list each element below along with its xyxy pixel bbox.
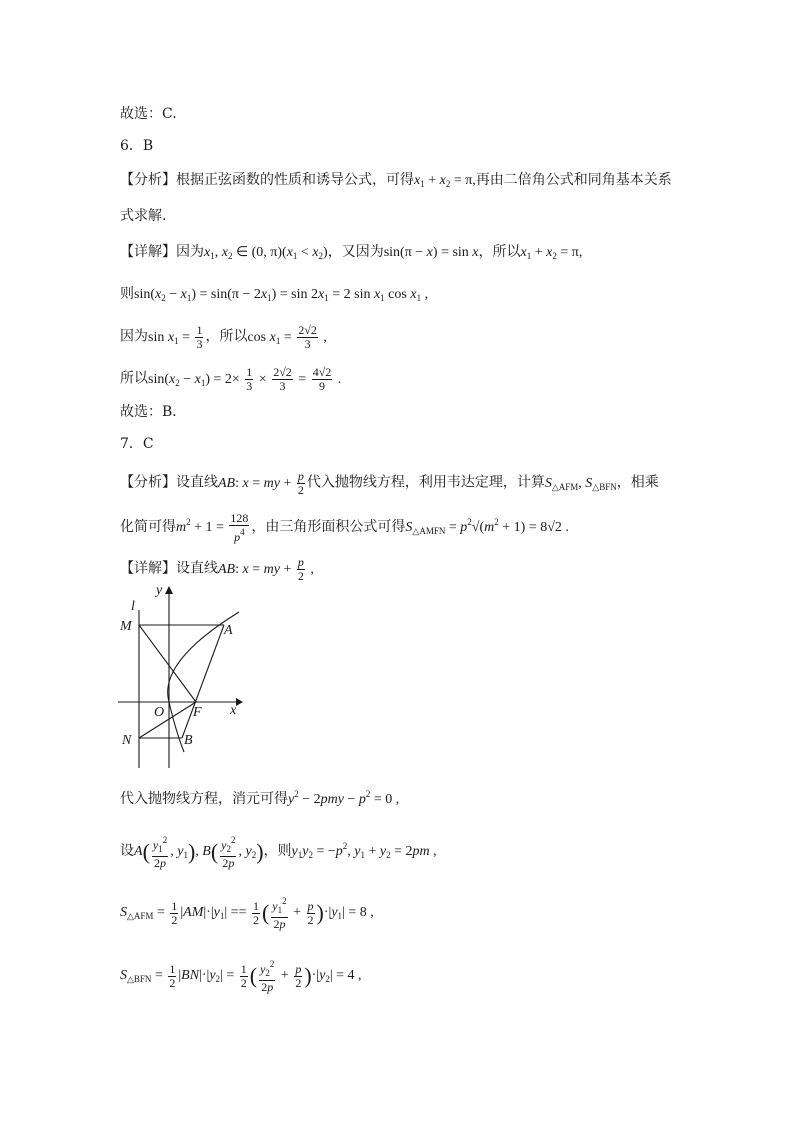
detail-text: ，则 (263, 843, 292, 860)
formula: $\sin(x_2 - x_1) = \sin(\pi - 2x_1) = \sin 2x_1 = 2$ $\sin x_1$ $\cos x_1$ , (134, 287, 429, 303)
label-b: B (184, 733, 193, 748)
formula: $y_1y_2 = -p^2$, $y_1 + y_2 = 2pm$ , (291, 841, 437, 861)
analysis-text: 代入抛物线方程，利用韦达定理，计算 (306, 474, 545, 491)
detail-text: 则 (120, 286, 134, 302)
label-y: y (156, 583, 163, 598)
detail-text: 设 (120, 843, 134, 860)
analysis-tag: 【分析】 (120, 474, 176, 491)
label-l: l (131, 599, 135, 614)
detail-line-6d (120, 366, 341, 393)
answer-line-6 (120, 402, 186, 422)
analysis-text: ，相乘 (616, 474, 659, 491)
analysis-text: 式求解. (120, 208, 167, 224)
question-number: 6．B (120, 138, 154, 154)
label-o: O (154, 705, 165, 720)
detail-line-6b (120, 284, 428, 308)
label-n: N (122, 733, 132, 748)
x-axis-arrow (236, 698, 243, 706)
answer-text: 故选：B． (120, 404, 187, 420)
formula: $S_{\triangle AFM}$, $S_{\triangle BFN}$ (544, 475, 617, 492)
formula: $\sin x_1$ = $\frac{1}{3}$ (148, 323, 203, 351)
detail-text: ，又因为 (327, 244, 384, 260)
detail-text: 设直线 (176, 560, 218, 577)
detail-line-6c (120, 324, 327, 351)
detail-text: 所以 (120, 370, 148, 387)
detail-tag: 【详解】 (120, 244, 176, 260)
detail-line-7e (120, 958, 362, 994)
label-f: F (193, 705, 202, 720)
y-axis-arrow (165, 586, 173, 594)
detail-line-7c (120, 834, 437, 870)
formula: AB: x = my + $\frac{p}{2}$ , (218, 555, 314, 583)
label-x: x (230, 703, 237, 718)
formula: $\sin(x_2 - x_1) = 2\times$ $\frac{1}{3}$ × $\frac{2√2}{3}$ = $\frac{4√2}{9}$ . (148, 365, 342, 393)
formula: sin(π − x) = sin x (383, 245, 479, 260)
formula: AB: x = my + $\frac{p}{2}$ (218, 469, 304, 497)
formula-area-bfn: $S_{\triangle BFN}$ = $\frac{1}{2}$ $|BN|\cdot|y_2|$ = $\frac{1}{2}$ ( $\frac{y_2^2}{2p}$ + $\frac{p}{2}$ )$\cdot|y_2| = 4$ , (120, 959, 362, 994)
detail-text: ，所以 (478, 244, 521, 260)
analysis-text: 根据正弦函数的性质和诱导公式，可得 (176, 172, 414, 188)
detail-line-7d (120, 895, 374, 931)
question-6-header (120, 136, 153, 156)
detail-text: 代入抛物线方程，消元可得 (120, 791, 288, 807)
detail-line-7b (120, 784, 399, 810)
answer-line-5 (120, 104, 177, 124)
formula: $S_{\triangle AMFN} = p^2√(m^2 + 1) = 8√2$ . (405, 517, 569, 537)
detail-text: 因为 (176, 244, 204, 260)
detail-line-6a (120, 242, 582, 266)
chord-ab (182, 625, 224, 738)
analysis-text: 设直线 (176, 474, 218, 491)
formula: $x_1 + x_2 = \pi$, (414, 173, 476, 189)
answer-text: 故选：C. (120, 106, 177, 122)
parabola-figure (118, 582, 253, 772)
formula: $x_1 + x_2 = \pi$, (520, 245, 583, 261)
analysis-line-7b (120, 512, 569, 544)
formula: $m^2 + 1$ = $\frac{128}{p^4}$ (176, 511, 249, 544)
detail-tag: 【详解】 (120, 560, 176, 577)
analysis-line-7a (120, 470, 659, 497)
detail-text: 因为 (120, 328, 148, 345)
question-7-header (120, 434, 154, 454)
question-number: 7．C (120, 436, 154, 452)
analysis-text-2: 再由二倍角公式和同角基本关系 (475, 172, 672, 188)
analysis-line-6b (120, 206, 166, 226)
formula: A( $\frac{y_1^2}{2p}$ , $y_1$), B( $\frac{y_2^2}{2p}$ , $y_2$) (134, 835, 264, 870)
analysis-text: ，由三角形面积公式可得 (251, 519, 406, 536)
formula: $\cos x_1$ = $\frac{2√2}{3}$ , (247, 323, 327, 351)
formula-area-afm: $S_{\triangle AFM}$ = $\frac{1}{2}$ $|AM|\cdot|y_1|$ == $\frac{1}{2}$ ( $\frac{y_1^2}{2p}$ + $\frac{p}{2}$ )$\cdot|y_1| = 8$ , (120, 896, 374, 931)
label-m: M (120, 619, 132, 634)
formula: $x_1$, $x_2$ ∈ (0, $\pi)(x_1 < x_2)$ (204, 245, 328, 261)
formula: $y^2 - 2pmy - p^2 = 0$ , (288, 789, 400, 807)
analysis-line-6 (120, 170, 672, 194)
detail-text: ，所以 (205, 328, 248, 345)
detail-line-7a (120, 556, 314, 583)
analysis-tag: 【分析】 (120, 172, 176, 188)
label-a: A (224, 623, 233, 638)
analysis-text: 化简可得 (120, 519, 176, 536)
